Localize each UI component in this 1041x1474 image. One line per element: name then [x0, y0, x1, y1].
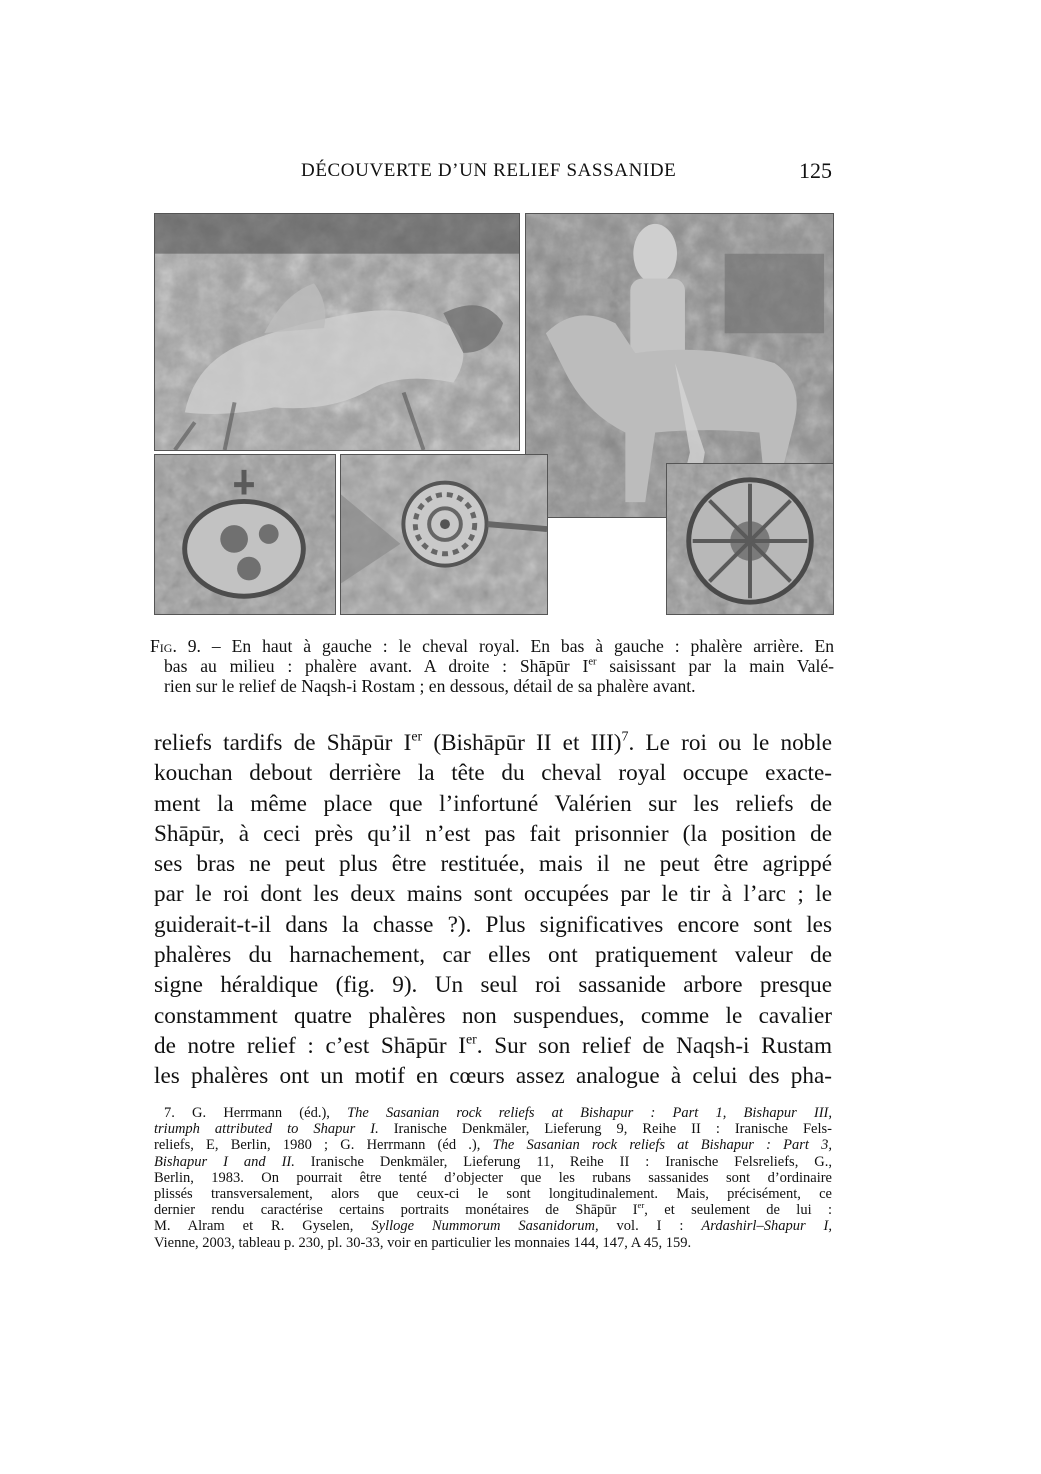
- body-text-run: (Bishāpūr II et III): [422, 730, 622, 756]
- running-title: DÉCOUVERTE D’UN RELIEF SASSANIDE: [301, 160, 677, 181]
- italic-title: The Sasanian rock reliefs at Bishapur : Part 1, Bishapur III,: [347, 1105, 833, 1121]
- footnote-text-run: 7. G. Herrmann (éd.),: [164, 1105, 348, 1121]
- body-text-run: les phalères ont un motif en cœurs assez analogue à celui des pha-: [154, 1063, 832, 1090]
- body-line: [154, 789, 832, 819]
- body-line: [154, 1061, 832, 1091]
- footnote-line: [154, 1137, 832, 1153]
- caption-line-2b: saisissant par la main Valé-: [596, 656, 834, 676]
- footnote-text-run: reliefs, E, Berlin, 1980 ; G. Herrmann (éd .),: [154, 1137, 493, 1154]
- caption-line-2a: bas au milieu : phalère avant. A droite : Shāpūr I: [164, 656, 589, 676]
- body-line: [154, 910, 832, 940]
- photo-rear-phalera: [154, 454, 336, 615]
- footnote-text-run: Iranische Denkmäler, Lieferung 9, Reihe II : Iranische Fels-: [378, 1121, 832, 1138]
- italic-title: The Sasanian rock reliefs at Bishapur : Part 3,: [492, 1137, 832, 1154]
- body-text-run: guiderait-t-il dans la chasse ?). Plus significatives encore sont les: [154, 911, 832, 938]
- body-text-run: phalères du harnachement, car elles ont pratiquement valeur de: [154, 942, 832, 969]
- body-text-run: . Le roi ou le noble: [628, 730, 832, 756]
- body-line: [154, 849, 832, 879]
- superscript: er: [465, 1032, 477, 1048]
- superscript: 7: [621, 729, 629, 745]
- body-text-run: reliefs tardifs de Shāpūr I: [154, 730, 412, 756]
- body-line: [154, 758, 832, 788]
- body-text-run: de notre relief : c’est Shāpūr I: [154, 1032, 466, 1059]
- footnote-text-run: Berlin, 1983. On pourrait être tenté d’objecter que les rubans sassanides sont d’ordinaire: [154, 1169, 832, 1186]
- italic-title: Ardashirl–Shapur I,: [701, 1218, 833, 1235]
- body-text-run: par le roi dont les deux mains sont occupées par le tir à l’arc ; le: [154, 881, 832, 908]
- footnote-text-run: M. Alram et R. Gyselen,: [154, 1218, 372, 1235]
- body-line: [154, 819, 832, 849]
- body-text-run: . Sur son relief de Naqsh-i Rustam: [476, 1032, 832, 1059]
- photo-shapur-phalera-detail: [666, 463, 834, 615]
- body-text-run: ses bras ne peut plus être restituée, mais il ne peut être agrippé: [154, 851, 832, 878]
- caption-sup: er: [588, 656, 597, 668]
- footnote-line: [154, 1218, 832, 1234]
- footnote-text-run: Vienne, 2003, tableau p. 230, pl. 30-33, voir en particulier les monnaies 144, 147, A 45, 159.: [154, 1234, 692, 1251]
- body-line: [154, 970, 832, 1000]
- footnote-line: [154, 1186, 832, 1202]
- body-text-run: kouchan debout derrière la tête du cheval royal occupe exacte-: [154, 760, 832, 787]
- footnote-7: [154, 1105, 832, 1251]
- italic-title: Bishapur I and II.: [154, 1153, 295, 1170]
- footnote-line: [154, 1170, 832, 1186]
- footnote-line: [154, 1121, 832, 1137]
- caption-line-3: rien sur le relief de Naqsh-i Rostam ; en dessous, détail de sa phalère avant.: [164, 676, 696, 696]
- body-line: [154, 1031, 832, 1061]
- footnote-line: [154, 1105, 832, 1121]
- footnote-line: [154, 1202, 832, 1218]
- figure-caption: [150, 636, 834, 696]
- figure-label: Fig. 9.: [150, 636, 201, 656]
- footnote-line: [154, 1154, 832, 1170]
- figure-plate: [154, 213, 834, 615]
- body-line: [154, 728, 832, 758]
- footnote-text-run: Iranische Denkmäler, Lieferung 11, Reihe II : Iranische Felsreliefs, G.,: [294, 1153, 832, 1170]
- footnote-text-run: , et seulement de lui :: [644, 1202, 832, 1219]
- body-line: [154, 1001, 832, 1031]
- footnote-text-run: plissés transversalement, alors que ceux-ci le sont longitudinalement. Mais, précisément, ce: [154, 1186, 832, 1203]
- body-text-run: signe héraldique (fig. 9). Un seul roi sassanide arbore presque: [154, 972, 832, 999]
- footnote-text-run: dernier rendu caractérise certains portraits monétaires de Shāpūr I: [154, 1202, 638, 1219]
- superscript: er: [637, 1200, 645, 1211]
- body-text-run: constamment quatre phalères non suspendues, comme le cavalier: [154, 1002, 832, 1029]
- footnote-text-run: vol. I :: [598, 1218, 702, 1235]
- body-text-run: Shāpūr, à ceci près qu’il n’est pas fait prisonnier (la position de: [154, 820, 832, 847]
- italic-title: Sylloge Nummorum Sasanidorum,: [371, 1218, 599, 1235]
- body-line: [154, 940, 832, 970]
- photo-royal-horse: [154, 213, 520, 451]
- body-paragraph: [154, 728, 832, 1092]
- superscript: er: [411, 729, 423, 745]
- footnote-line: [154, 1235, 832, 1251]
- photo-front-phalera: [340, 454, 548, 615]
- body-line: [154, 879, 832, 909]
- running-head: [154, 158, 832, 188]
- caption-line-1: – En haut à gauche : le cheval royal. En bas à gauche : phalère arrière. En: [200, 636, 834, 656]
- body-text-run: ment la même place que l’infortuné Valérien sur les reliefs de: [154, 790, 832, 817]
- italic-title: triumph attributed to Shapur I.: [154, 1121, 379, 1138]
- page-number: 125: [799, 158, 832, 183]
